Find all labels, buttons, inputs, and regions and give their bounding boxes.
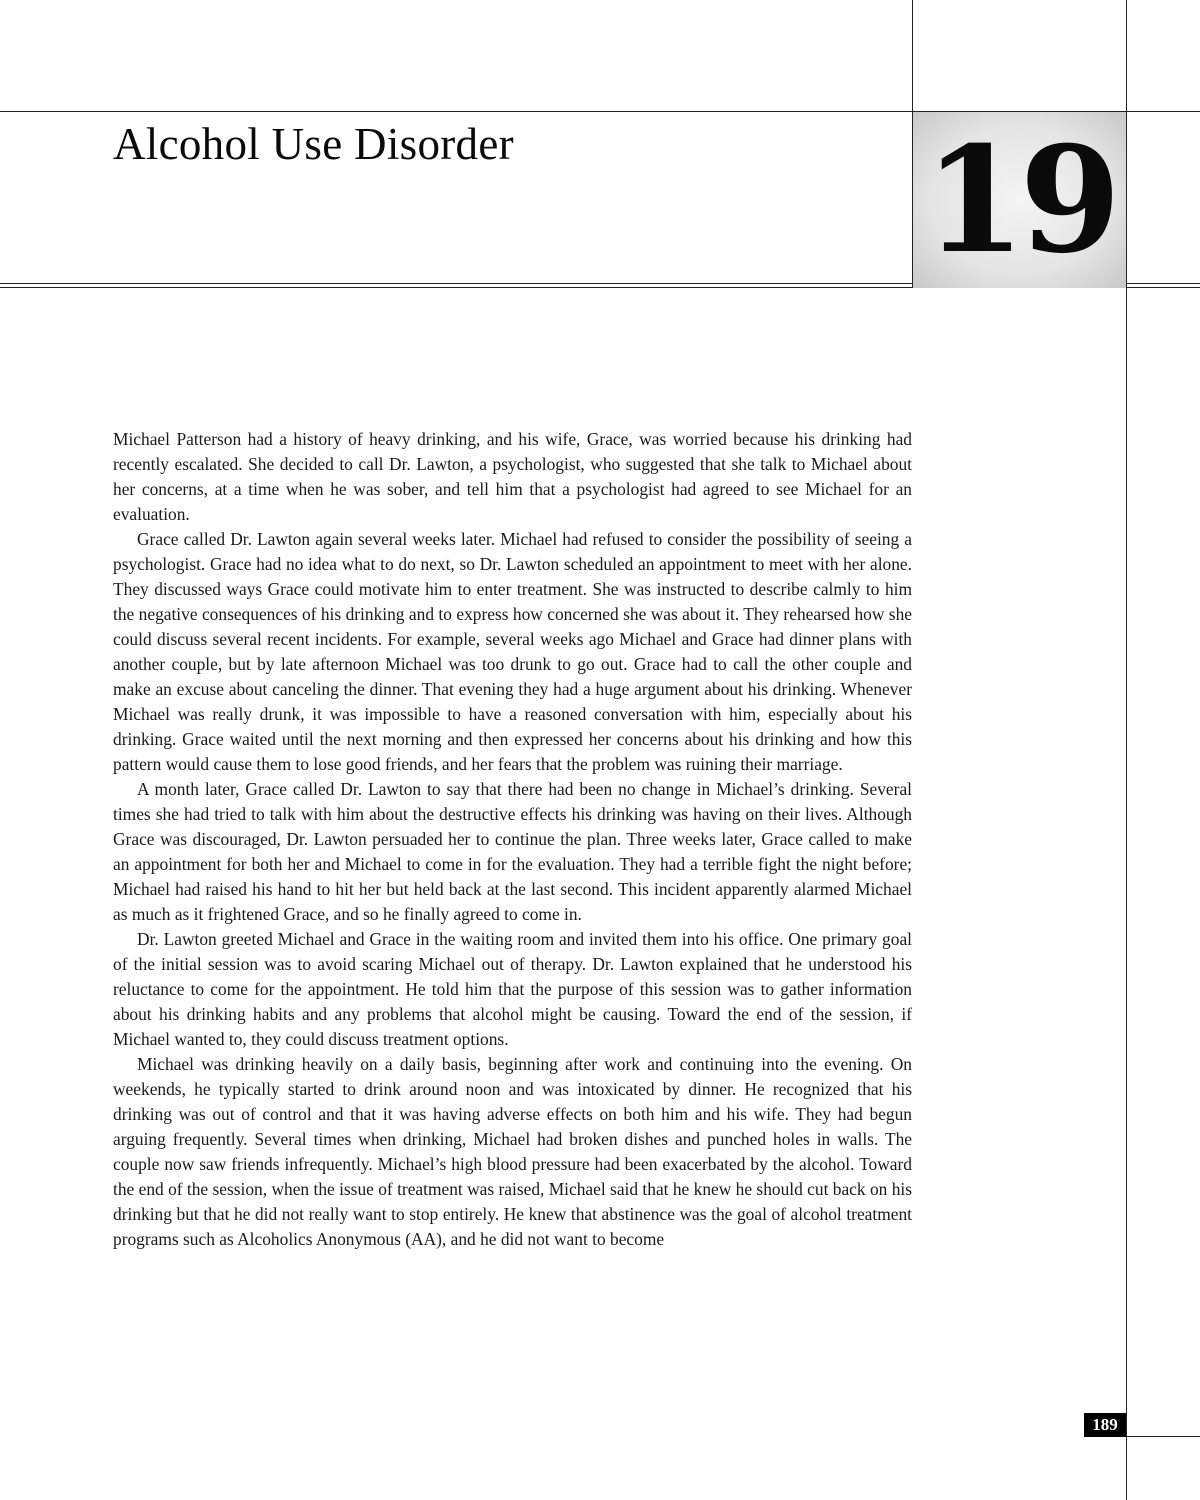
- paragraph-3: A month later, Grace called Dr. Lawton to say that there had been no change in Michael’s drinking. Several times she had tried to talk with him about the destructive effects his drinking was having on their lives. Although Grace was discouraged, Dr. Lawton persuaded her to continue the plan. Three weeks later, Grace called to make an appointment for both her and Michael to come in for the evaluation. They had a terrible fight the night before; Michael had raised his hand to hit her but held back at the last second. This incident apparently alarmed Michael as much as it frightened Grace, and so he finally agreed to come in.: [113, 779, 912, 924]
- paragraph-1: Michael Patterson had a history of heavy drinking, and his wife, Grace, was worried because his drinking had recently escalated. She decided to call Dr. Lawton, a psychologist, who suggested that she talk to Michael about her concerns, at a time when he was sober, and tell him that a psychologist had agreed to see Michael for an evaluation.: [113, 429, 912, 524]
- body-text: [113, 427, 912, 1252]
- right-margin-rule-outer: [1126, 0, 1127, 1500]
- paragraph-5: Michael was drinking heavily on a daily basis, beginning after work and continuing into the evening. On weekends, he typically started to drink around noon and was intoxicated by dinner. He recognized that his drinking was out of control and that it was having adverse effects on both him and his wife. They had begun arguing frequently. Several times when drinking, Michael had broken dishes and punched holes in walls. The couple now saw friends infrequently. Michael’s high blood pressure had been exacerbated by the alcohol. Toward the end of the session, when the issue of treatment was raised, Michael said that he knew he should cut back on his drinking but that he did not really want to stop entirely. He knew that abstinence was the goal of alcohol treatment programs such as Alcoholics Anonymous (AA), and he did not want to become: [113, 1054, 912, 1249]
- chapter-number: 19: [923, 115, 1116, 286]
- chapter-number-box: [913, 112, 1126, 288]
- footer-rule: [1126, 1436, 1200, 1437]
- paragraph-4: Dr. Lawton greeted Michael and Grace in the waiting room and invited them into his office. One primary goal of the initial session was to avoid scaring Michael out of therapy. Dr. Lawton explained that he understood his reluctance to come for the appointment. He told him that the purpose of this session was to gather information about his drinking habits and any problems that alcohol might be causing. Toward the end of the session, if Michael wanted to, they could discuss treatment options.: [113, 929, 912, 1049]
- chapter-title: Alcohol Use Disorder: [113, 119, 514, 169]
- paragraph-2: Grace called Dr. Lawton again several weeks later. Michael had refused to consider the possibility of seeing a psychologist. Grace had no idea what to do next, so Dr. Lawton scheduled an appointment to meet with her alone. They discussed ways Grace could motivate him to enter treatment. She was instructed to describe calmly to him the negative consequences of his drinking and to express how concerned she was about it. They rehearsed how she could discuss several recent incidents. For example, several weeks ago Michael and Grace had dinner plans with another couple, but by late afternoon Michael was too drunk to go out. Grace had to call the other couple and make an excuse about canceling the dinner. That evening they had a huge argument about his drinking. Whenever Michael was really drunk, it was impossible to have a reasoned conversation with him, especially about his drinking. Grace waited until the next morning and then expressed her concerns about his drinking and how this pattern would cause them to lose good friends, and her fears that the problem was ruining their marriage.: [113, 529, 912, 774]
- page-number: 189: [1084, 1413, 1126, 1437]
